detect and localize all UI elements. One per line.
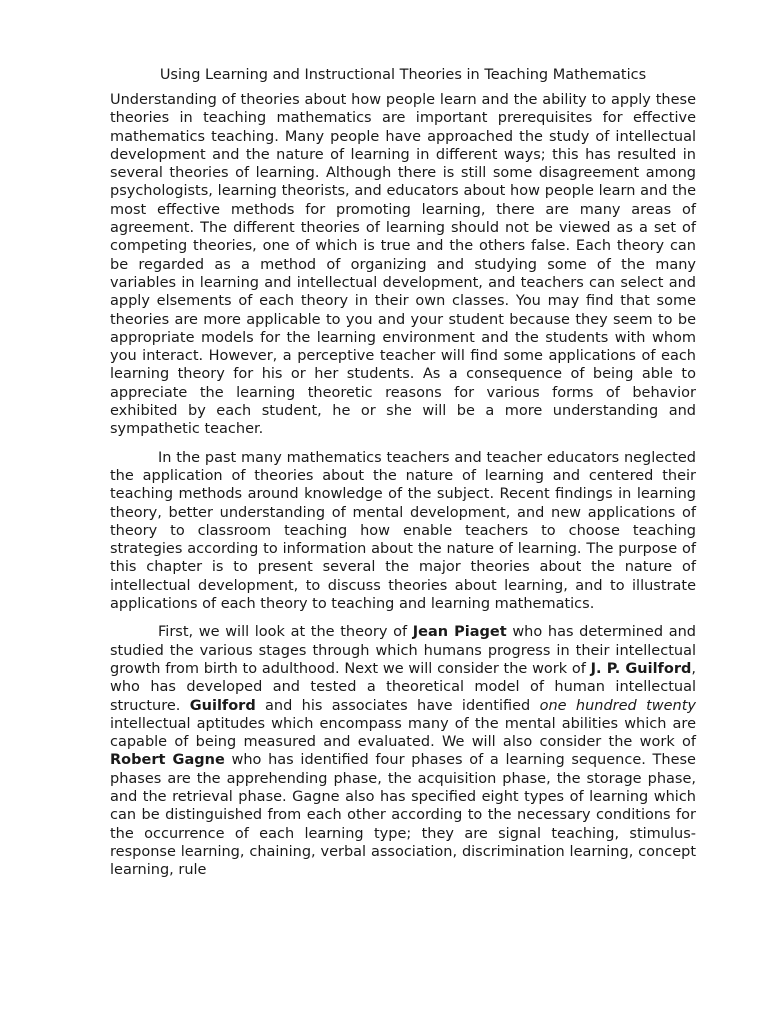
name-robert-gagne: Robert Gagne: [110, 752, 225, 769]
paragraph-theorists: [110, 623, 696, 879]
italic-count: one hundred twenty: [539, 697, 697, 714]
paragraph-text: who has identified four phases of a learning sequence. These phases are the apprehending phase, the acquisition phase, the storage phase, and the retrieval phase. Gagne also has specified eight types of learning which can be distinguished from each other according to the necessary conditions for the occurrence of each learning type; they are signal teaching, stimulus-response learning, chaining, verbal association, discrimination learning, concept learning, rule: [110, 752, 696, 879]
paragraph-text: , who has developed and tested a theoretical model of human intellectual structure.: [110, 660, 696, 714]
paragraph-intro: Understanding of theories about how people learn and the ability to apply these theories in teaching mathematics are important prerequisites for effective mathematics teaching. Many people have approached the study of intellectual development and the nature of learning in different ways; this has resulted in several theories of learning. Although there is still some disagreement among psychologists, learning theorists, and educators about how people learn and the most effective methods for promoting learning, there are many areas of agreement. The different theories of learning should not be viewed as a set of competing theories, one of which is true and the others false. Each theory can be regarded as a method of organizing and studying some of the many variables in learning and intellectual development, and teachers can select and apply elsements of each theory in their own classes. You may find that some theories are more applicable to you and your student because they seem to be appropriate models for the learning environment and the students with whom you interact. However, a perceptive teacher will find some applications of each learning theory for his or her students. As a consequence of being able to appreciate the learning theoretic reasons for various forms of behavior exhibited by each student, he or she will be a more understanding and sympathetic teacher.: [110, 92, 696, 438]
document-title: Using Learning and Instructional Theories in Teaching Mathematics: [159, 67, 647, 83]
name-jean-piaget: Jean Piaget: [412, 624, 507, 641]
name-jp-guilford: J. P. Guilford: [590, 660, 692, 677]
paragraph-text: and his associates have identified: [255, 697, 540, 714]
paragraph-text: who has determined and studied the various stages through which humans progress in their intellectual growth from birth to adulthood. Next we will consider the work of: [110, 624, 696, 677]
document-page: [110, 66, 696, 889]
paragraph-text: First, we will look at the theory of: [158, 624, 413, 641]
name-guilford: Guilford: [189, 697, 256, 714]
paragraph-text: intellectual aptitudes which encompass many of the mental abilities which are capable of being measured and evaluated. We will also consider the work of: [110, 715, 696, 751]
paragraph-past-practice: In the past many mathematics teachers and teacher educators neglected the application of theories about the nature of learning and centered their teaching methods around knowledge of the subject. Recent findings in learning theory, better understanding of mental development, and new applications of theory to classroom teaching how enable teachers to choose teaching strategies according to information about the nature of learning. The purpose of this chapter is to present several the major theories about the nature of intellectual development, to discuss theories about learning, and to illustrate applications of each theory to teaching and learning mathematics.: [110, 449, 696, 613]
